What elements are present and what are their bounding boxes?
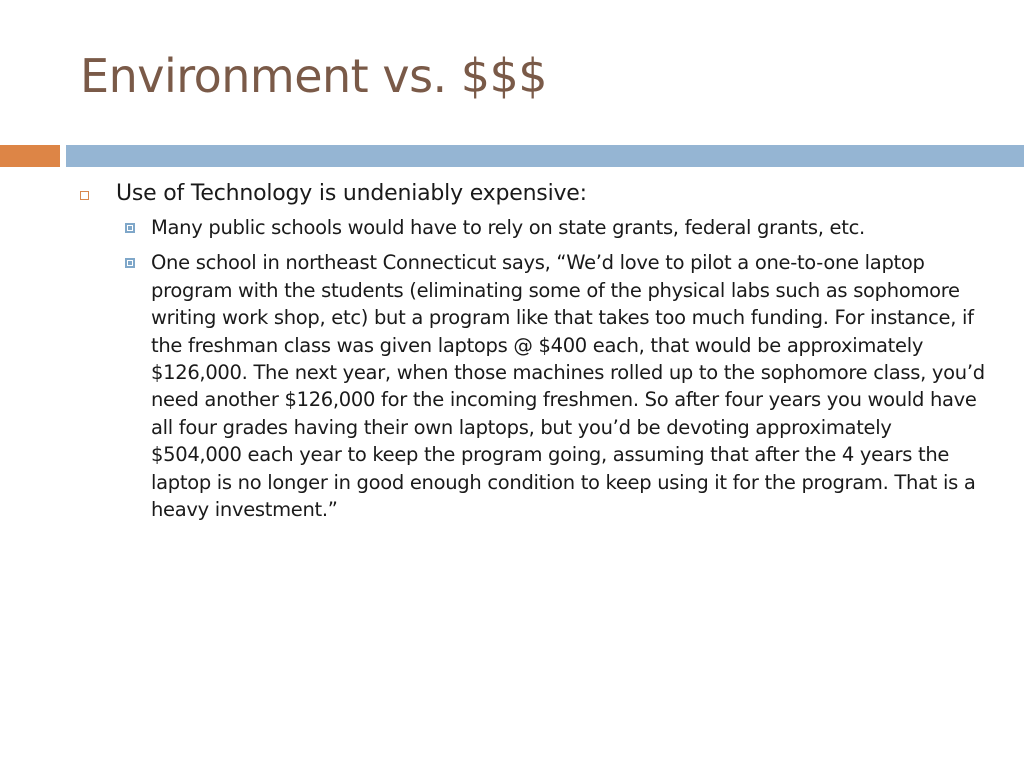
- slide-body: [80, 180, 985, 531]
- bullet-level2-text: One school in northeast Connecticut says, “We’d love to pilot a one-to-one laptop program with the students (eliminating some of the physical labs such as sophomore writing work shop, etc) but a program like that takes too much funding. For instance, if the freshman class was given laptops @ $400 each, that would be approximately $126,000. The next year, when those machines rolled up to the sophomore class, you’d need another $126,000 for the incoming freshmen. So after four years you would have all four grades having their own laptops, but you’d be devoting approximately $504,000 each year to keep the program going, assuming that after the 4 years the laptop is no longer in good enough condition to keep using it for the program. That is a heavy investment.”: [151, 251, 985, 522]
- accent-bar-orange: [0, 145, 60, 167]
- bullet-level1-text: Use of Technology is undeniably expensive:: [116, 181, 587, 206]
- slide-title: Environment vs. $$$: [80, 49, 548, 103]
- filled-square-bullet-icon: [125, 258, 135, 268]
- bullet-level2: [114, 249, 986, 523]
- bullet-level2-text: Many public schools would have to rely on state grants, federal grants, etc.: [151, 216, 865, 239]
- bullet-level2: [114, 214, 986, 241]
- accent-bar-blue: [66, 145, 1024, 167]
- hollow-square-bullet-icon: [80, 191, 89, 200]
- filled-square-bullet-icon: [125, 223, 135, 233]
- bullet-level1: [80, 180, 980, 208]
- sub-bullet-list: [80, 214, 985, 523]
